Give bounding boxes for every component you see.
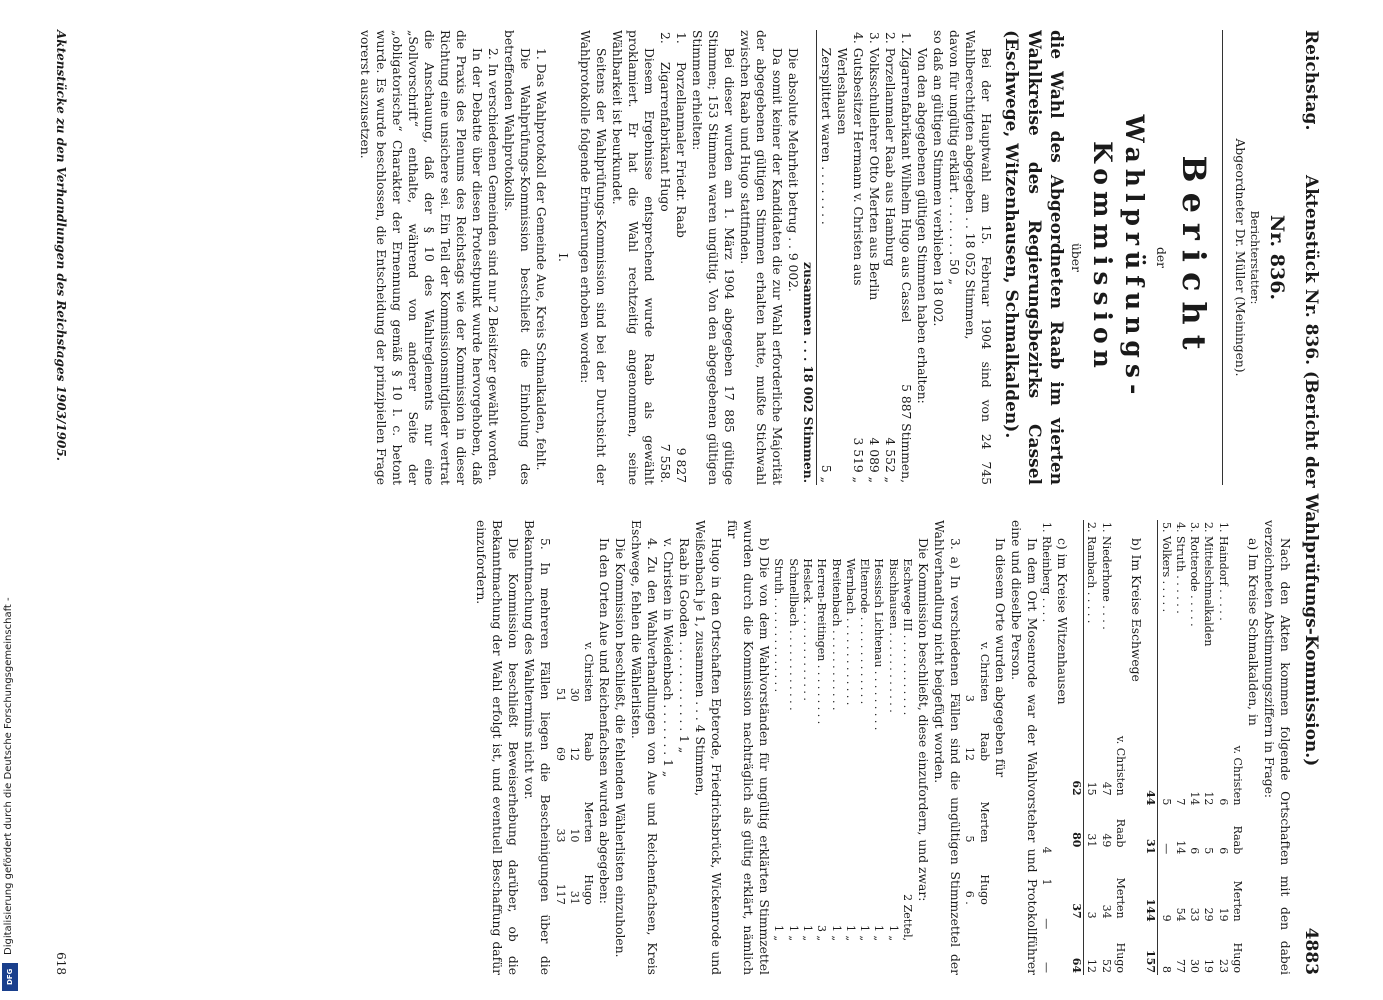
total-row bbox=[800, 30, 816, 485]
cell: 12 bbox=[963, 747, 977, 761]
runoff-table bbox=[656, 30, 688, 485]
cell: 3 bbox=[1085, 911, 1099, 919]
footer-left: Aktenstücke zu den Verhandlungen des Reichstages 1903/1905. bbox=[54, 30, 68, 461]
cell: 12 bbox=[567, 747, 581, 761]
cell: 1 bbox=[1039, 878, 1053, 886]
paragraph: Seitens der Wahlprüfungs-Kommission sind bei der Durchsicht der Wahlprotokolle folgende Erinnerungen erhoben worden: bbox=[578, 30, 609, 485]
item-4: 4. Zu den Wahlverhandlungen von Aue und Reichenfachsen, Kreis Eschwege, fehlen die Wählerlisten. bbox=[629, 520, 660, 975]
absolute-majority: Die absolute Mehrheit betrug . . 9 002. bbox=[785, 48, 800, 292]
title-bericht: Bericht bbox=[1175, 155, 1214, 360]
col-header: v. Christen bbox=[1231, 745, 1245, 806]
intro-line-1: Bei der Hauptwahl am 15. Februar 1904 sind von 24 745 Wahlberechtigten abgegeben . . 18 052 Stimmen, bbox=[962, 30, 993, 485]
cell: 51 bbox=[553, 687, 567, 702]
table-row bbox=[1201, 520, 1215, 975]
result-name: Porzellanmaler Raab aus Hamburg bbox=[882, 47, 897, 267]
cell: 5 bbox=[963, 835, 977, 843]
cell: 31 bbox=[567, 890, 581, 905]
cell: 1 „ bbox=[829, 924, 843, 942]
cell: 15 bbox=[1085, 781, 1099, 796]
page-number: 4883 bbox=[1301, 927, 1321, 975]
cell: 52 bbox=[1099, 959, 1113, 973]
total-cell: 144 bbox=[1143, 856, 1158, 923]
place-name: 2. Rambach . . . . . bbox=[1085, 522, 1099, 624]
left-column bbox=[72, 30, 1292, 485]
paragraph: In diesem Orte wurden abgegeben für bbox=[992, 538, 1007, 778]
col-header: Merten bbox=[977, 801, 991, 843]
cell: 5 bbox=[1202, 847, 1216, 855]
paragraph: In dem Ort Mosenrode war der Wahlvorsteher und Protokollführer eine und dieselbe Person. bbox=[1008, 520, 1039, 975]
col-header: Raab bbox=[977, 732, 991, 761]
cell: 10 bbox=[567, 828, 581, 843]
cell: 4 bbox=[1039, 846, 1053, 854]
list-item bbox=[828, 556, 842, 943]
item-1: 1. Das Wahlprotokoll der Gemeinde Aue, Kreis Schmalkalden, fehlt. bbox=[534, 48, 549, 471]
place-name: Schnellbach . . . . . . . . . . . . bbox=[786, 558, 800, 711]
cell: 31 bbox=[1085, 833, 1099, 848]
paragraph: Bei dieser wurden am 1. März 1904 abgegeben 17 885 gültige Stimmen; 153 Stimmen waren ungültig. Von den abgegebenen gültigen Stimmen erhielten: bbox=[689, 30, 736, 485]
total-row bbox=[1069, 520, 1084, 975]
place-name: 5. Volkers . . . . . bbox=[1159, 522, 1173, 613]
col-header: Merten bbox=[1231, 880, 1245, 922]
table-row bbox=[552, 588, 566, 907]
item-5-decision: Die Kommission beschließt Beweiserhebung darüber, ob die Bekanntmachung der Wahl erfolgt ist, und eventuell Beschaffung dafür einzufordern. bbox=[474, 520, 521, 975]
item-4-decision: Die Kommission beschließt, die fehlenden Wählerlisten einzuholen. bbox=[613, 538, 628, 958]
place-name: 1. Haindorf . . . . . bbox=[1216, 522, 1230, 621]
cell: 1 „ bbox=[800, 924, 814, 942]
total-cell: 44 bbox=[1143, 712, 1158, 807]
results-table bbox=[800, 30, 913, 485]
title-rule bbox=[1222, 30, 1223, 485]
runoff-name: Porzellanmaler Friedr. Raab bbox=[673, 61, 688, 238]
table-4 bbox=[552, 588, 595, 907]
item-3: 3. a) In verschiedenen Fällen sind die ungültigen Stimmzettel der Wahlverhandlung nicht beigefügt worden. bbox=[931, 520, 962, 975]
table-row bbox=[962, 588, 976, 907]
col-header: Raab bbox=[1231, 825, 1245, 855]
table-row bbox=[1173, 520, 1187, 975]
table-a bbox=[1143, 520, 1244, 975]
cell: 30 bbox=[567, 687, 581, 702]
table-row bbox=[1084, 520, 1099, 975]
list-item bbox=[857, 556, 871, 943]
cell: 14 bbox=[1173, 840, 1187, 855]
place-name: 1. Rheinberg . . . . bbox=[1039, 522, 1053, 623]
cell: 30 bbox=[1188, 959, 1202, 973]
header-left: Reichstag. bbox=[1301, 30, 1321, 131]
table-row bbox=[897, 30, 913, 485]
table-row bbox=[672, 30, 688, 485]
table-header-row bbox=[1230, 520, 1244, 975]
list-item bbox=[785, 556, 799, 943]
intro-line-4: Von den abgegebenen gültigen Stimmen haben erhalten: bbox=[914, 48, 929, 404]
cell: 1 „ bbox=[843, 924, 857, 942]
cell: 12 bbox=[1202, 791, 1216, 806]
result-name: Gutsbesitzer Hermann v. Christen aus Werleshausen bbox=[834, 47, 865, 286]
place-name: Eltenrode . . . . . . . . . . . . . bbox=[858, 558, 872, 705]
result-votes: 4 552 „ bbox=[882, 437, 897, 483]
place-name: 2. Mittelschmalkalden bbox=[1202, 522, 1216, 647]
place-name: Hesleck . . . . . . . . . . . . . . bbox=[800, 558, 814, 701]
runoff-name: Zigarrenfabrikant Hugo bbox=[657, 61, 672, 212]
result-name: Zigarrenfabrikant Wilhelm Hugo aus Cassel bbox=[898, 47, 913, 323]
table-c2 bbox=[962, 588, 991, 907]
table-row bbox=[865, 30, 881, 485]
table-row bbox=[1098, 520, 1112, 975]
col-header: Merten bbox=[582, 801, 596, 843]
col-header: v. Christen bbox=[977, 641, 991, 702]
list-item bbox=[843, 556, 857, 943]
cell: 6 bbox=[1216, 847, 1230, 855]
cell: 1 „ bbox=[886, 924, 900, 942]
result-nr: 1. bbox=[898, 32, 913, 44]
right-intro: Nach den Akten kommen folgende Ortschaften mit den dabei verzeichneten Abstimmungsziffern in Frage: bbox=[1262, 520, 1292, 975]
item-2-text: In der Debatte über diesen Protestpunkt wurde hervorgehoben, daß die Praxis des Plenums des Reichstags wie der Kommission in dieser Richtung eine unsichere sei. Ein Teil der Kommissionsmitglieder vertrat die Anschauung, daß der § 10 des Wahlreglements nur eine „Sollvorschrift“ enthalte, während von anderer Seite der „obligatorische“ Charakter der Ernennung gemäß § 10 l. c. betont wurde. Es wurde beschlossen, die Entscheidung der prinzipiellen Frage vorerst auszusetzen. bbox=[358, 30, 485, 485]
splinter-label: Zersplittert waren . . . . . . . . bbox=[818, 47, 833, 225]
place-name: Bischhausen . . . . . . . . . . . . bbox=[886, 558, 900, 713]
total-label: zusammen . . . bbox=[800, 46, 816, 364]
side-credit-text: Digitalisierung gefördert durch die Deutsche Forschungsgemeinschaft - bbox=[3, 597, 14, 955]
table-row bbox=[881, 30, 897, 485]
col-header: Hugo bbox=[582, 874, 596, 905]
col-header: v. Christen bbox=[1113, 735, 1127, 796]
runoff-nr: 1. bbox=[673, 32, 688, 44]
col-header: v. Christen bbox=[582, 641, 596, 702]
cell: 47 bbox=[1099, 781, 1113, 796]
col-header: Hugo bbox=[977, 874, 991, 905]
total-cell: 157 bbox=[1143, 924, 1158, 975]
item-5: 5. In mehreren Fällen liegen die Bescheinigungen über die Bekanntmachung des Wahltermins nicht vor. bbox=[522, 520, 553, 975]
result-nr: 2. bbox=[882, 32, 897, 44]
section-heading: I. bbox=[556, 253, 571, 262]
cell: 34 bbox=[1099, 904, 1113, 919]
runoff-votes: 9 827 bbox=[673, 447, 688, 483]
dfg-logo-text: DFG bbox=[6, 968, 14, 985]
cell: 19 bbox=[1216, 907, 1230, 922]
side-credit bbox=[3, 595, 17, 955]
item-3-decision: Die Kommission beschließt, diese einzufordern, und zwar: bbox=[916, 538, 930, 902]
table-row bbox=[656, 30, 672, 485]
cell: 69 bbox=[553, 747, 567, 761]
place-name: 3. Rotterode . . . . . bbox=[1188, 522, 1202, 627]
total-cell: 37 bbox=[1069, 849, 1084, 920]
splinter-votes: 5 „ bbox=[818, 464, 833, 483]
list-item bbox=[771, 556, 785, 943]
cell: 9 bbox=[1159, 914, 1173, 922]
intro-line-3: so daß an gültigen Stimmen verblieben 18 002. bbox=[930, 30, 945, 327]
cell: 1 „ bbox=[786, 924, 800, 942]
item-4-text: In den Orten Aue und Reichenfachsen wurden abgegeben: bbox=[597, 538, 612, 904]
cell: — bbox=[1039, 918, 1053, 930]
cell: 29 bbox=[1202, 907, 1216, 922]
table-row bbox=[1039, 520, 1053, 975]
cell: 2 Zettel, bbox=[901, 894, 915, 942]
cell: 6 bbox=[1188, 847, 1202, 855]
place-name: Wernbach . . . . . . . . . . . . . bbox=[843, 558, 857, 706]
reporter-label: Berichterstatter: bbox=[1248, 210, 1262, 305]
cell: — bbox=[1039, 962, 1053, 973]
total-cell: 62 bbox=[1069, 697, 1084, 798]
item-1-decision: Die Wahlprüfungs-Kommission beschließt die Einholung des betreffenden Wahlprotokolls. bbox=[502, 30, 533, 485]
result-votes: 4 089 „ bbox=[866, 437, 881, 483]
item-2: 2. In verschiedenen Gemeinden sind nur 2 Beisitzer gewählt worden. bbox=[486, 48, 501, 481]
result-nr: 3. bbox=[866, 32, 881, 44]
col-header: Hugo bbox=[1113, 942, 1127, 973]
title-ueber: über bbox=[1069, 243, 1084, 272]
cell: 6 bbox=[1216, 798, 1230, 806]
result-votes: 3 519 „ bbox=[850, 437, 865, 483]
col-header: Raab bbox=[1113, 818, 1127, 848]
paragraph: Da somit keiner der Kandidaten die zur Wahl erforderliche Majorität der abgegebenen gültigen Stimmen erhalten hatte, mußte Stichwahl zwischen Raab und Hugo stattfinden. bbox=[737, 30, 784, 485]
result-votes: 5 887 Stimmen, bbox=[898, 384, 913, 483]
cell: 12 bbox=[1085, 959, 1099, 973]
page-footer bbox=[44, 30, 68, 975]
title-subject: die Wahl des Abgeordneten Raab im vierten Wahlkreise des Regierungsbezirks Cassel (Eschwege, Witzenhausen, Schmalkalden). bbox=[1000, 30, 1067, 485]
col-header: Merten bbox=[1113, 877, 1127, 919]
col-header: Hugo bbox=[1231, 942, 1245, 973]
total-row bbox=[1143, 520, 1158, 975]
place-name: Breitenbach . . . . . . . . . . . . bbox=[829, 558, 843, 711]
cell: 1 „ bbox=[858, 924, 872, 942]
item-3b-christen: v. Christen in Weidenbach . . . . . . . 1 „ bbox=[661, 538, 676, 778]
table-row bbox=[1158, 520, 1173, 975]
list-3 bbox=[771, 556, 914, 943]
item-3b-raab: Raab in Gooden . . . . . . . . . . . . 1 „ bbox=[677, 538, 692, 754]
result-name: Volksschullehrer Otto Merten aus Berlin bbox=[866, 47, 881, 301]
item-3b-hugo: Hugo in den Ortschaften Epterode, Friedrichsbrück, Wickenrode und Weißenbach je 1, zusammen . . . 4 Stimmen, bbox=[693, 520, 724, 975]
table-header-row bbox=[976, 588, 990, 907]
table-row bbox=[1187, 520, 1201, 975]
table-row bbox=[816, 30, 832, 485]
total-cell: 31 bbox=[1143, 807, 1158, 856]
item-3b-text: b) Die von dem Wahlvorständen für ungültig erklärten Stimmzettel wurden durch die Kommission nachträglich als gültig erklärt, nämlich für bbox=[725, 520, 772, 975]
cell: 1 „ bbox=[772, 924, 786, 942]
list-item bbox=[871, 556, 885, 943]
cell: 3 bbox=[963, 694, 977, 702]
table-row bbox=[1215, 520, 1229, 975]
section-a-label: a) Im Kreise Schmalkalden, in bbox=[1246, 538, 1261, 726]
cell: 54 bbox=[1173, 907, 1187, 922]
dfg-logo bbox=[2, 963, 18, 991]
list-item bbox=[885, 556, 899, 943]
right-column bbox=[72, 520, 1292, 975]
header-center: Aktenstück Nr. 836. (Bericht der Wahlprüfungs-Kommission.) bbox=[1301, 175, 1321, 767]
running-header bbox=[1292, 30, 1332, 975]
place-name: Struth . . . . . . . . . . . . . . bbox=[772, 558, 786, 693]
total-cell: 80 bbox=[1069, 798, 1084, 850]
place-name: 1. Niederhone . . . . bbox=[1099, 522, 1113, 630]
table-header-row bbox=[581, 588, 595, 907]
cell: 49 bbox=[1099, 833, 1113, 848]
col-header: Raab bbox=[582, 732, 596, 761]
place-name: Eschwege III . . . . . . . . . . . . bbox=[901, 558, 915, 716]
cell: 3 „ bbox=[815, 924, 829, 942]
table-row bbox=[567, 588, 581, 907]
runoff-nr: 2. bbox=[657, 32, 672, 44]
list-item bbox=[900, 556, 914, 943]
cell: 117 bbox=[553, 883, 567, 905]
reporter: Abgeordneter Dr. Müller (Meiningen). bbox=[1233, 138, 1248, 377]
table-row bbox=[833, 30, 865, 485]
cell: 8 bbox=[1159, 966, 1173, 973]
table-b bbox=[1069, 520, 1127, 975]
intro-line-2: davon für ungültig erklärt . . . . . . . . 50 „ bbox=[946, 30, 961, 285]
cell: 7 bbox=[1173, 798, 1187, 806]
cell: 23 bbox=[1216, 959, 1230, 973]
list-item bbox=[800, 556, 814, 943]
place-name: Hessisch Lichtenau . . . . . . . . . bbox=[872, 558, 886, 731]
doc-number: Nr. 836. bbox=[1266, 214, 1288, 301]
section-b-label: b) Im Kreise Eschwege bbox=[1128, 538, 1143, 682]
paragraph: Diesem Ergebnisse entsprechend wurde Raab als gewählt proklamiert. Er hat die Wahl rechtzeitig angenommen, seine Wählbarkeit ist beurkundet. bbox=[610, 30, 656, 485]
list-item bbox=[814, 556, 828, 943]
result-nr: 4. bbox=[850, 32, 865, 44]
title-commission: Wahlprüfungs-Kommission bbox=[1087, 114, 1150, 401]
cell: 6 . bbox=[963, 890, 977, 905]
place-name: Herren-Breitingen . . . . . . . . . bbox=[815, 558, 829, 725]
place-name: 4. Struth . . . . . . bbox=[1173, 522, 1187, 614]
cell: 33 bbox=[553, 828, 567, 843]
cell: 14 bbox=[1188, 791, 1202, 806]
table-c bbox=[1039, 520, 1053, 975]
cell: 33 bbox=[1188, 907, 1202, 922]
cell: 19 bbox=[1202, 959, 1216, 973]
total-cell: 64 bbox=[1069, 921, 1084, 975]
total-votes: 18 002 Stimmen. bbox=[800, 365, 816, 483]
cell: 5 bbox=[1159, 798, 1173, 806]
runoff-votes: 7 558. bbox=[657, 443, 672, 483]
footer-page-number: 618 bbox=[54, 952, 68, 975]
cell: 77 bbox=[1173, 959, 1187, 973]
table-header-row bbox=[1113, 520, 1127, 975]
cell: — bbox=[1159, 843, 1173, 855]
section-c-label: c) im Kreise Witzenhausen bbox=[1054, 538, 1069, 705]
cell: 1 „ bbox=[872, 924, 886, 942]
title-der: der bbox=[1154, 246, 1169, 269]
